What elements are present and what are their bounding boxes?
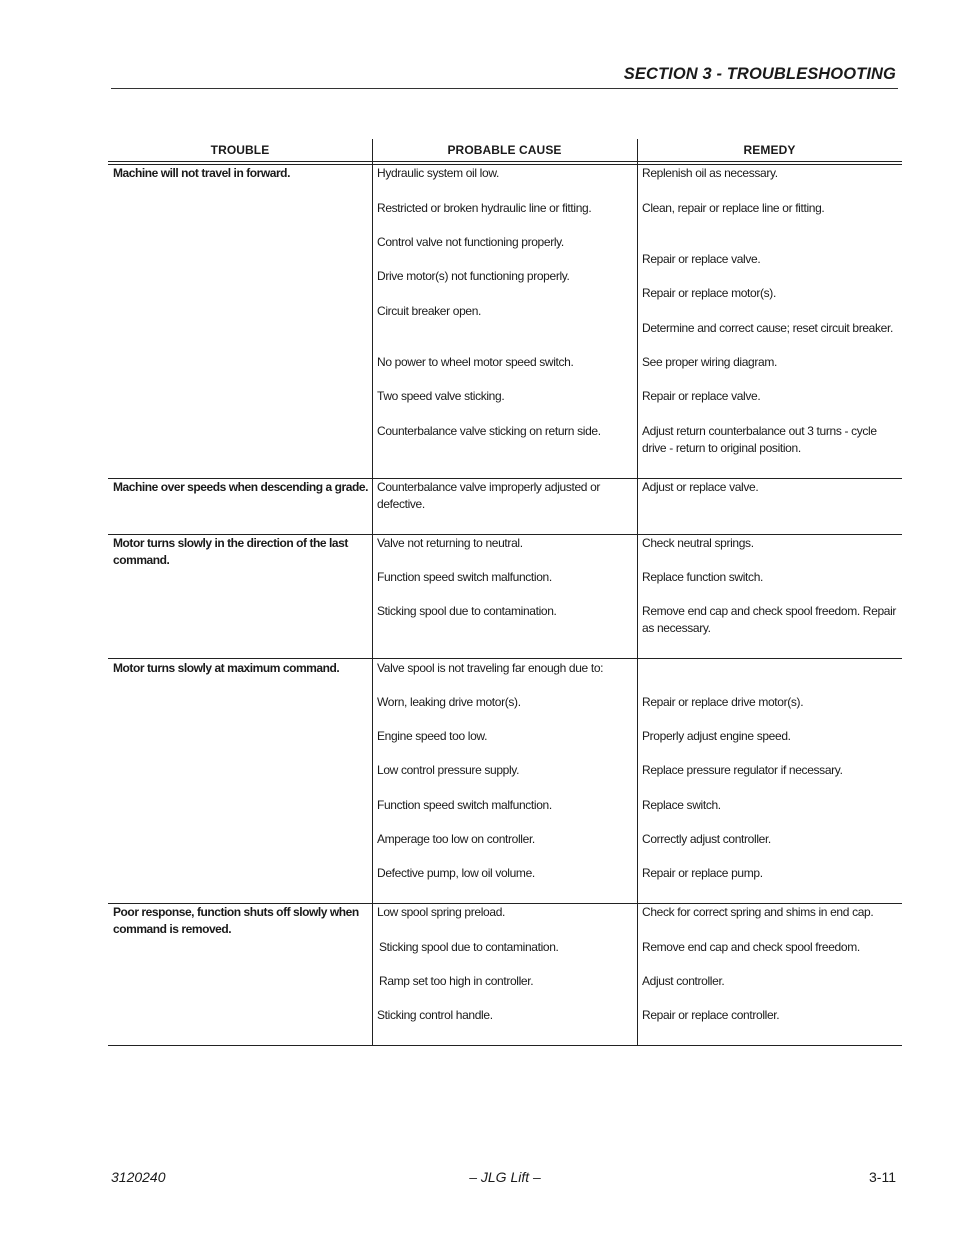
table-bottom-rule [108, 1045, 902, 1046]
cause-text: Sticking spool due to contamination. [379, 940, 559, 954]
cause-text: Sticking control handle. [377, 1008, 493, 1022]
remedy-text: Adjust return counterbalance out 3 turns - cycle drive - return to original position. [642, 424, 877, 455]
remedy-text: Repair or replace drive motor(s). [642, 695, 804, 709]
cause-text: Counterbalance valve sticking on return side. [377, 424, 601, 438]
remedy-text: Check neutral springs. [642, 536, 754, 550]
column-header-remedy: REMEDY [743, 143, 796, 157]
page-number: 3-11 [869, 1169, 896, 1185]
row-divider [108, 658, 902, 659]
section-title: SECTION 3 - TROUBLESHOOTING [623, 65, 896, 83]
cause-text: Drive motor(s) not functioning properly. [377, 269, 570, 283]
cause-text: Low control pressure supply. [377, 763, 520, 777]
header-rule-top [108, 161, 902, 162]
troubleshooting-table [108, 139, 902, 1046]
cause-text: Engine speed too low. [377, 729, 488, 743]
cause-text: Function speed switch malfunction. [377, 570, 552, 584]
remedy-text: Correctly adjust controller. [642, 832, 771, 846]
cause-text: Amperage too low on controller. [377, 832, 535, 846]
cause-text: Valve not returning to neutral. [377, 536, 523, 550]
cause-text: Ramp set too high in controller. [379, 974, 534, 988]
remedy-text: Determine and correct cause; reset circuit breaker. [642, 321, 893, 335]
column-header-trouble: TROUBLE [210, 143, 270, 157]
cause-text: Restricted or broken hydraulic line or fitting. [377, 201, 592, 215]
cause-text: Two speed valve sticking. [377, 389, 505, 403]
trouble-text: Machine will not travel in forward. [113, 166, 290, 180]
column-divider [637, 139, 638, 1046]
remedy-text: Adjust controller. [642, 974, 725, 988]
document-number: 3120240 [111, 1169, 166, 1185]
cause-text: Worn, leaking drive motor(s). [377, 695, 521, 709]
cause-text: Function speed switch malfunction. [377, 798, 552, 812]
remedy-text: Replace function switch. [642, 570, 763, 584]
remedy-text: Repair or replace motor(s). [642, 286, 776, 300]
remedy-text: Repair or replace pump. [642, 866, 763, 880]
trouble-text: Motor turns slowly in the direction of the last command. [113, 536, 348, 567]
trouble-text: Motor turns slowly at maximum command. [113, 661, 340, 675]
cause-text: Counterbalance valve improperly adjusted or defective. [377, 480, 601, 511]
remedy-text: Properly adjust engine speed. [642, 729, 791, 743]
footer-publisher: – JLG Lift – [469, 1169, 541, 1185]
cause-text: Circuit breaker open. [377, 304, 482, 318]
remedy-text: Replenish oil as necessary. [642, 166, 778, 180]
cause-text: Defective pump, low oil volume. [377, 866, 535, 880]
cause-text: Sticking spool due to contamination. [377, 604, 557, 618]
cause-text: Valve spool is not traveling far enough due to: [377, 661, 604, 675]
remedy-text: Replace pressure regulator if necessary. [642, 763, 843, 777]
trouble-text: Poor response, function shuts off slowly when command is removed. [113, 905, 359, 936]
header-rule [111, 88, 898, 89]
remedy-text: Repair or replace controller. [642, 1008, 780, 1022]
cause-text: Hydraulic system oil low. [377, 166, 499, 180]
trouble-text: Machine over speeds when descending a grade. [113, 480, 368, 494]
column-header-probable-cause: PROBABLE CAUSE [447, 143, 562, 157]
cause-text: Control valve not functioning properly. [377, 235, 564, 249]
remedy-text: Adjust or replace valve. [642, 480, 759, 494]
remedy-text: Repair or replace valve. [642, 389, 761, 403]
column-divider [372, 139, 373, 1046]
remedy-text: Check for correct spring and shims in end cap. [642, 905, 874, 919]
remedy-text: See proper wiring diagram. [642, 355, 777, 369]
remedy-text: Replace switch. [642, 798, 721, 812]
remedy-text: Remove end cap and check spool freedom. [642, 940, 860, 954]
remedy-text: Clean, repair or replace line or fitting. [642, 201, 825, 215]
remedy-text: Remove end cap and check spool freedom. Repair as necessary. [642, 604, 897, 635]
cause-text: No power to wheel motor speed switch. [377, 355, 574, 369]
remedy-text: Repair or replace valve. [642, 252, 761, 266]
cause-text: Low spool spring preload. [377, 905, 506, 919]
